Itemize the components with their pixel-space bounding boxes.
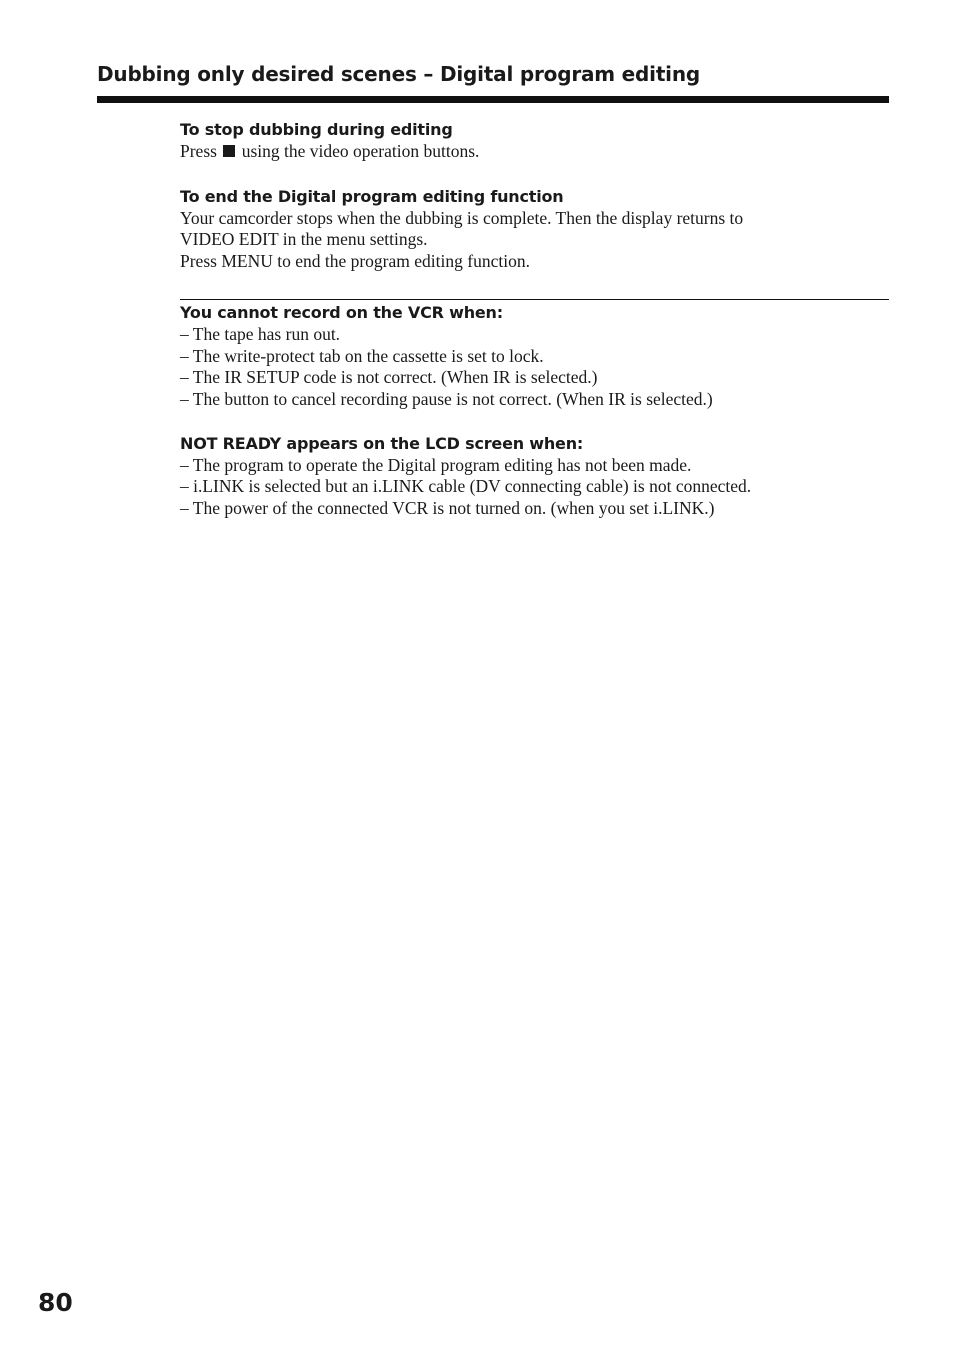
- not-ready-list: [180, 455, 889, 520]
- end-function-section: [180, 186, 889, 273]
- end-function-line: VIDEO EDIT in the menu settings.: [180, 229, 428, 250]
- page-content: [180, 119, 889, 520]
- page-header: [97, 58, 889, 103]
- list-item: – The program to operate the Digital program editing has not been made.: [180, 454, 692, 475]
- cannot-record-list: [180, 324, 889, 411]
- stop-dubbing-text: [180, 141, 889, 163]
- end-function-line: Your camcorder stops when the dubbing is complete. Then the display returns to: [180, 207, 744, 228]
- not-ready-heading: NOT READY appears on the LCD screen when:: [180, 433, 584, 453]
- cannot-record-heading: You cannot record on the VCR when:: [180, 302, 503, 322]
- stop-dubbing-text-after: using the video operation buttons.: [241, 141, 480, 161]
- title-rule: [97, 96, 889, 103]
- list-item: – The power of the connected VCR is not turned on. (when you set i.LINK.): [180, 498, 715, 519]
- list-item: – The write-protect tab on the cassette is set to lock.: [180, 345, 544, 366]
- end-function-heading: To end the Digital program editing function: [180, 186, 564, 206]
- section-divider: [180, 299, 889, 300]
- end-function-line: Press MENU to end the program editing function.: [180, 251, 530, 272]
- stop-dubbing-text-before: Press: [180, 141, 217, 161]
- list-item: – The tape has run out.: [180, 323, 341, 344]
- list-item: – The IR SETUP code is not correct. (When IR is selected.): [180, 367, 598, 388]
- page-number: 80: [38, 1288, 73, 1317]
- cannot-record-section: [180, 299, 889, 411]
- stop-dubbing-heading: To stop dubbing during editing: [180, 120, 453, 139]
- list-item: – The button to cancel recording pause is not correct. (When IR is selected.): [180, 388, 713, 409]
- page-title: Dubbing only desired scenes – Digital program editing: [97, 62, 700, 86]
- stop-square-icon: [223, 145, 235, 157]
- not-ready-section: [180, 433, 889, 520]
- list-item: – i.LINK is selected but an i.LINK cable (DV connecting cable) is not connected.: [180, 476, 752, 497]
- stop-dubbing-section: [180, 119, 889, 163]
